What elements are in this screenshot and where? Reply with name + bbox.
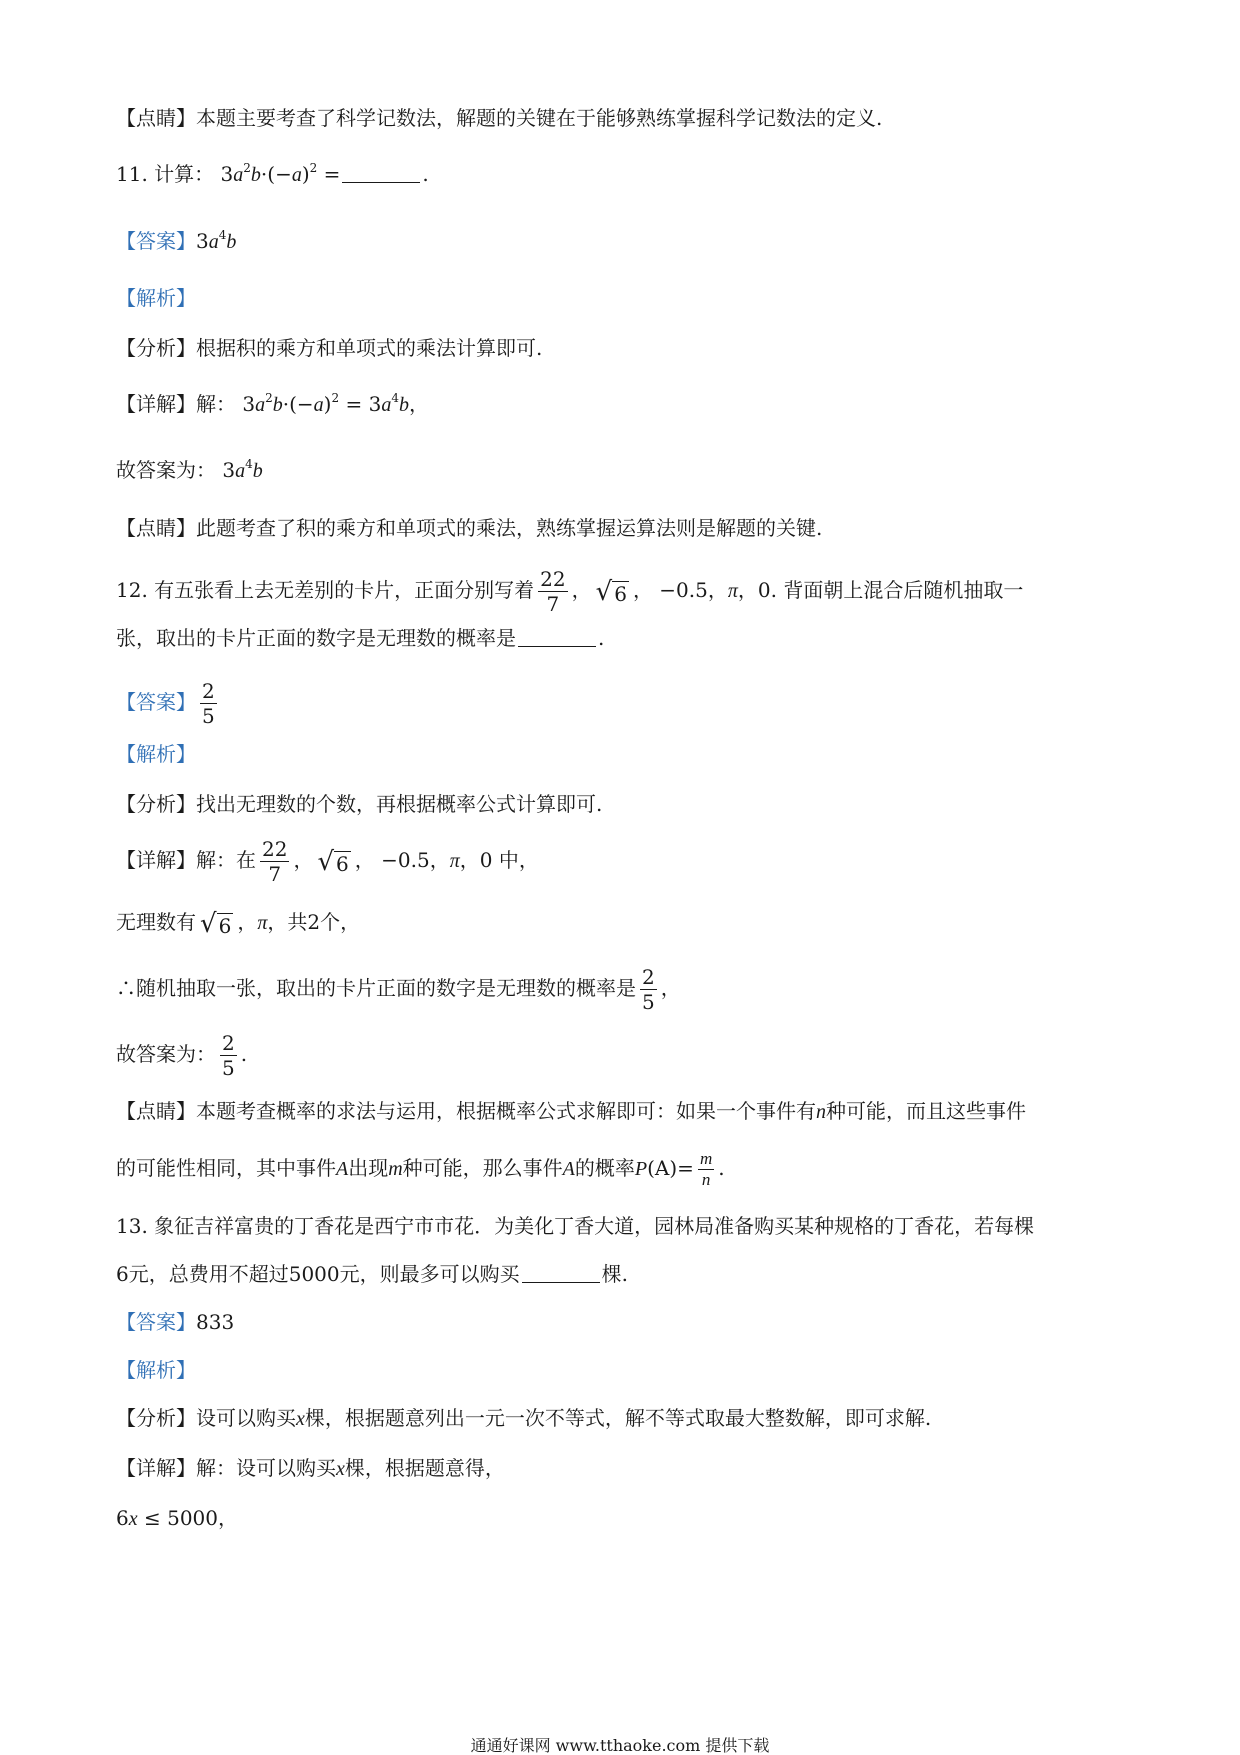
probability-formula-fraction: $\frac{m}{n}$ [699,1149,713,1189]
fenxi-line-q12 [116,790,602,818]
question-prompt: 计算： [154,162,215,186]
final-answer-line-q12: 故答案为： $\frac{2}{5}$ . [116,1031,248,1080]
answer-line-q13 [116,1308,234,1336]
page-footer: 通通好课网 www.tthaoke.com 提供下载 [470,1736,770,1755]
answer-blank [522,1262,600,1283]
therefore-line-q12: ∴随机抽取一张，取出的卡片正面的数字是无理数的概率是 $\frac{2}{5}$ ， [116,965,681,1014]
tag-xiangjie: 【详解】 [116,1456,196,1480]
jiexi-line-q13 [116,1356,196,1384]
question-number: 11. [116,162,148,186]
question-12-line-1: 12. 有五张看上去无差别的卡片，正面分别写着 $\frac{22}{7}$ ， √ 6 ， −0.5，π，0. 背面朝上混合后随机抽取一 [116,567,1024,616]
sqrt-6: √ 6 [317,846,349,877]
dianjing-text: 本题主要考查了科学记数法，解题的关键在于能够熟练掌握科学记数法的定义. [196,106,883,130]
xiangjie-line-q12: 【详解】解：在 $\frac{22}{7}$ ， √ 6 ， −0.5，π，0 中， [116,837,539,886]
sqrt-6: √ 6 [200,908,232,939]
dianjing-line-q11 [116,514,822,542]
jiexi-line-q12 [116,740,196,768]
fraction-22-7: $\frac{22}{7}$ [540,567,566,616]
inequality-line: 6x ≤ 5000， [116,1506,239,1530]
tag-fenxi: 【分析】 [116,336,196,360]
xiangjie-line-q11: 【详解】解： $3a^2b\cdot(-a)^2 = 3a^4b$， [116,391,429,416]
expression: $3a^2b\cdot(-a)^2$ = [220,161,341,186]
xiangjie-line-q13: 【详解】解：设可以购买x棵，根据题意得， [116,1456,505,1480]
tag-dianjing: 【点睛】 [116,1099,196,1123]
fenxi-line-q11 [116,334,542,362]
answer-fraction: $\frac{2}{5}$ [202,679,215,728]
final-answer-fraction: $\frac{2}{5}$ [222,1031,235,1080]
tag-jiexi: 【解析】 [116,742,196,766]
answer-line-q12 [116,672,221,732]
question-number: 12. [116,578,148,602]
jiexi-line-q11 [116,284,196,312]
answer-blank [518,626,596,647]
final-answer-line-q11: 故答案为： $3a^4b$ [116,457,263,482]
fenxi-line-q13: 【分析】设可以购买x棵，根据题意列出一元一次不等式，解不等式取最大整数解，即可求解. [116,1406,932,1430]
tag-jiexi: 【解析】 [116,286,196,310]
solution-expression: $3a^2b\cdot(-a)^2 = 3a^4b$ [242,391,409,416]
tag-jiexi: 【解析】 [116,1358,196,1382]
answer-blank [342,162,420,183]
tag-answer: 【答案】 [116,229,196,253]
dianjing-line-q12-1: 【点睛】本题考查概率的求法与运用，根据概率公式求解即可：如果一个事件有n种可能，而且这些事件 [116,1099,1026,1123]
answer-value: 833 [196,1310,235,1334]
question-number: 13. [116,1214,148,1238]
fenxi-text: 找出无理数的个数，再根据概率公式计算即可. [196,792,603,816]
tag-answer: 【答案】 [116,1310,196,1334]
tag-fenxi: 【分析】 [116,792,196,816]
question-12-line-2: 张，取出的卡片正面的数字是无理数的概率是 . [116,626,605,650]
tag-fenxi: 【分析】 [116,1406,196,1430]
fraction-22-7: $\frac{22}{7}$ [262,837,288,886]
dianjing-text: 此题考查了积的乘方和单项式的乘法，熟练掌握运算法则是解题的关键. [196,516,823,540]
answer-line-q11 [116,227,236,256]
dianjing-line-q12-2: 的可能性相同，其中事件A出现m种可能，那么事件A的概率P(A)= $\frac{m}{n}$ . [116,1149,725,1189]
dianjing-line-q10 [116,104,882,132]
tag-xiangjie: 【详解】 [116,848,196,872]
sqrt-6: √ 6 [595,576,627,607]
tag-answer: 【答案】 [116,690,196,714]
final-answer-value: $3a^4b$ [222,457,263,482]
answer-value: $3a^4b$ [196,228,237,253]
tag-dianjing: 【点睛】 [116,106,196,130]
probability-fraction: $\frac{2}{5}$ [642,965,655,1014]
question-11: 11. 计算： $3a^2b\cdot(-a)^2$ = . [116,161,429,186]
tag-dianjing: 【点睛】 [116,516,196,540]
question-13-line-2: 6元，总费用不超过5000元，则最多可以购买 棵. [116,1262,628,1286]
fenxi-text: 根据积的乘方和单项式的乘法计算即可. [196,336,543,360]
irrational-list-line: 无理数有 √ 6 ，π，共2个， [116,908,361,939]
question-13-line-1: 13. 象征吉祥富贵的丁香花是西宁市市花．为美化丁香大道，园林局准备购买某种规格的丁香花，若每棵 [116,1214,1035,1238]
tag-xiangjie: 【详解】 [116,392,196,416]
